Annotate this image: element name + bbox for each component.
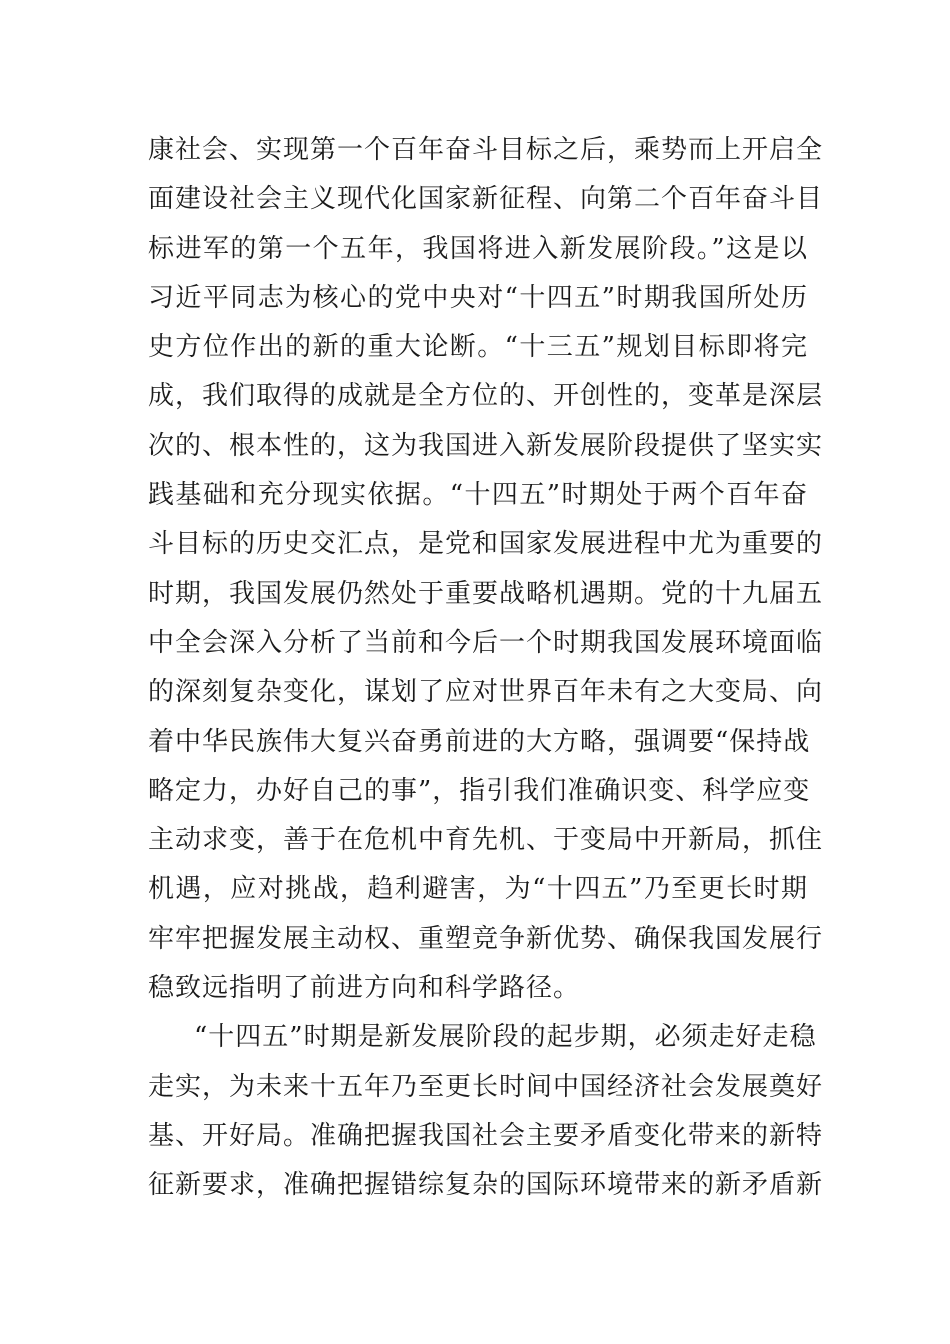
text-line: 机遇，应对挑战，趋利避害，为“十四五”乃至更长时期 [148,874,808,905]
text-line: 着中华民族伟大复兴奋勇前进的大方略，强调要“保持战 [148,726,811,757]
text-line: 康社会、实现第一个百年奋斗目标之后，乘势而上开启全 [148,135,824,165]
text-line: 稳致远指明了前进方向和科学路径。 [148,973,581,1004]
text-line: 践基础和充分现实依据。“十四五”时期处于两个百年奋 [148,480,808,511]
text-line: 习近平同志为核心的党中央对“十四五”时期我国所处历 [148,282,808,313]
text-line: 基、开好局。准确把握我国社会主要矛盾变化带来的新特 [148,1120,824,1151]
text-line: 征新要求，准确把握错综复杂的国际环境带来的新矛盾新 [148,1170,824,1201]
text-line: 次的、根本性的，这为我国进入新发展阶段提供了坚实实 [148,430,824,461]
text-line: 成，我们取得的成就是全方位的、开创性的，变革是深层 [148,381,824,412]
text-line: 牢牢把握发展主动权、重塑竞争新优势、确保我国发展行 [148,923,824,954]
text-line: 斗目标的历史交汇点，是党和国家发展进程中尤为重要的 [148,529,824,560]
text-line: 主动求变，善于在危机中育先机、于变局中开新局，抓住 [148,825,824,856]
text-line: 的深刻复杂变化，谋划了应对世界百年未有之大变局、向 [148,677,824,708]
text-line: 略定力，办好自己的事”，指引我们准确识变、科学应变 [148,775,811,806]
text-line: 史方位作出的新的重大论断。“十三五”规划目标即将完 [148,332,808,363]
document-body [148,126,824,1211]
text-line: 时期，我国发展仍然处于重要战略机遇期。党的十九届五 [148,578,824,609]
paragraph [148,126,824,1013]
text-line: 标进军的第一个五年，我国将进入新发展阶段。”这是以 [148,233,808,264]
text-line: 走实，为未来十五年乃至更长时间中国经济社会发展奠好 [148,1071,824,1102]
paragraph [148,1013,824,1210]
text-line: “十四五”时期是新发展阶段的起步期，必须走好走稳 [194,1022,817,1053]
text-line: 中全会深入分析了当前和今后一个时期我国发展环境面临 [148,627,824,658]
text-line: 面建设社会主义现代化国家新征程、向第二个百年奋斗目 [148,184,824,215]
